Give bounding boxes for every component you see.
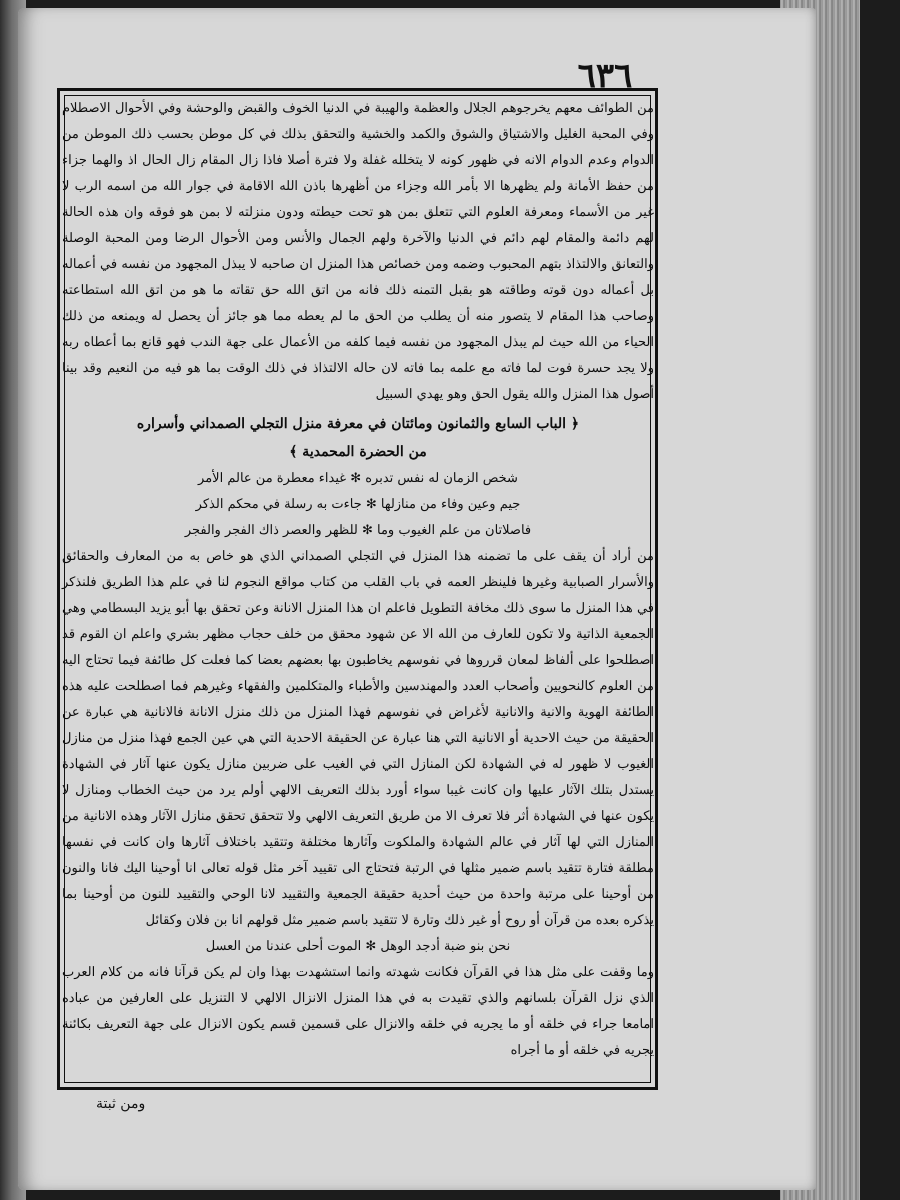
poem-line: جيم وعين وفاء من منازلها ✻ جاءت به رسلة في محكم الذكر <box>195 497 521 512</box>
paragraph-2: من أراد أن يقف على ما تضمنه هذا المنزل في التجلي الصمداني الذي هو خاص به من المعارف والحقائق والأسرار الصبابية وغيرها فلينظر العمه في باب القلب من كتاب مواقع النجوم لنا في علم هذا الطريق فلنذكر في هذا المنزل ما سوى ذلك مخافة التطويل فاعلم ان هذا المنزل الانانة وعن تحقق بها أبو يزيد البسطامي وهي الجمعية الذاتية ولا تكون للعارف من الله الا عن شهود محقق من خلف حجاب مظهر بشري واعلم ان القوم قد اصطلحوا على ألفاظ لمعان قرروها في نفوسهم يخاطبون بها بعضهم بعضا كما فعلت كل طائفة فيما تحتاج اليه من العلوم كالنحويين وأصحاب العدد والمهندسين والأطباء والمتكلمين والفقهاء وغيرهم فما اصطلحت عليه هذه الطائفة الهوية والانية والانانية لأغراض في نفوسهم فهذا المنزل من ذلك منزل الانانة فالانانية هي عبارة عن الحقيقة من حيث الاحدية أو الانانية التي هنا عبارة عن الحقيقة الاحدية التي هي عين الجمع فهذا منزل من منازل الغيوب لا ظهور له في الشهادة لكن المنازل التي في الغيب على ضربين منازل يكون عنها آثار في الشهادة يستدل بتلك الآثار عليها وان كانت غيبا سواء أورد بذلك التعريف الالهي أولم يرد من حيث الخطاب ومنازل لا يكون عنها في الشهادة أثر فلا تعرف الا من طريق التعريف الالهي ولا تتحقق تحقق منازل الآثار وهذه الانانية من المنازل التي لها آثار في عالم الشهادة والملكوت وآثارها مختلفة وتتقيد باختلاف آثارها وان كانت في نفسها مطلقة فتارة تتقيد باسم ضمير مثلها في الرتبة فتحتاج الى تقييد آخر مثل قوله تعالى انا أوحينا اليك فانا والنون من أوحينا على مرتبة واحدة من حيث أحدية حقيقة الجمعية والتقييد لانا الوحي والتقييد للنون من أوحينا بما يذكره بعده من قرآن أو روح أو غير ذلك وتارة لا تتقيد باسم ضمير مثل قولهم انا بن فلان وكقائل <box>62 549 654 928</box>
catchword: ومن ثبتة <box>96 1096 146 1112</box>
poem <box>102 466 614 544</box>
poem-line: فاصلاتان من علم الغيوب وما ✻ للظهر والعصر ذاك الفجر والفجر <box>184 523 532 538</box>
paragraph-1: من الطوائف معهم يخرجوهم الجلال والعظمة والهيبة في الدنيا الخوف والقبض والوحشة وفي الأحوال الاصطلام وفي المحبة الغليل والاشتياق والشوق والكمد والخشية والتحقق بذلك في كل موطن بحسب ذلك الموطن من الدوام وعدم الدوام الانه في ظهور كونه لا يتخلله غفلة ولا فترة أصلا فاذا زال المقام زال الحال اذ والهما جزاء من حفظ الأمانة ولم يظهرها الا بأمر الله وجزاء من أظهرها باذن الله الاقامة في جوار الله من اسمه الرب لا غير من الأسماء ومعرفة العلوم التي تتعلق بمن هو تحت حيطته ودون منزلته لا بمن هو فوقه وان هذه الحالة لهم دائمة والمقام لهم دائم في الدنيا والآخرة ولهم الجمال والأنس ومن الأحوال الرضا ومن المحبة الوصلة والتعانق والالتذاذ بتهم المحبوب وضمه ومن خصائص هذا المنزل ان صاحبه لا يبذل المجهود من نفسه في أعماله بل أعماله دون قوته وطاقته هو بقبل التمنه ذلك فانه من اتق الله حق تقاته ما هو من اتق الله استطاعته وصاحب هذا المقام لا يتصور منه أن يطلب من الحق ما لم يعطه مما هو جائز أن يحصل له ويمنعه من ذلك الحياء من الله حيث لم يبذل المجهود من نفسه فيما كلفه من الأعمال على جهة الندب فهو قانع بما أعطاه ربه ولا يجد حسرة فوت لما فاته مع علمه بما فاته لان حاله الالتذاذ في ذلك الوقت بما هو فيه من النعيم وقد بينا أصول هذا المنزل والله يقول الحق وهو يهدي السبيل <box>62 101 654 402</box>
main-text-block <box>62 96 654 1064</box>
verse-quotation: نحن بنو ضبة أدجد الوهل ✻ الموت أحلى عندنا من العسل <box>205 939 511 954</box>
chapter-heading: ﴿ الباب السابع والثمانون ومائتان في معرفة منزل التجلي الصمداني وأسراره <box>136 416 580 432</box>
poem-line: شخص الزمان له نفس تدبره ✻ غيداء معطرة من عالم الأمر <box>198 471 518 486</box>
chapter-subheading: من الحضرة المحمدية ﴾ <box>289 444 427 460</box>
paragraph-3: وما وقفت على مثل هذا في القرآن فكانت شهدته وانما استشهدت بهذا وان لم يكن قرآنا فانه من كلام العرب الذي نزل القرآن بلسانهم والذي تقيدت به في هذا المنزل الانزال الالهي لا التنزيل على العارفين من عباده امامعا جراء في خلقه أو ما يجريه في خلقه والانزال على قسمين قسم يكون الانزال على جهة التعريف بكائنة يجريه في خلقه أو ما أجراه <box>62 965 654 1058</box>
page-number: ٦٣٦ <box>577 56 633 96</box>
background-edge <box>860 0 900 1200</box>
